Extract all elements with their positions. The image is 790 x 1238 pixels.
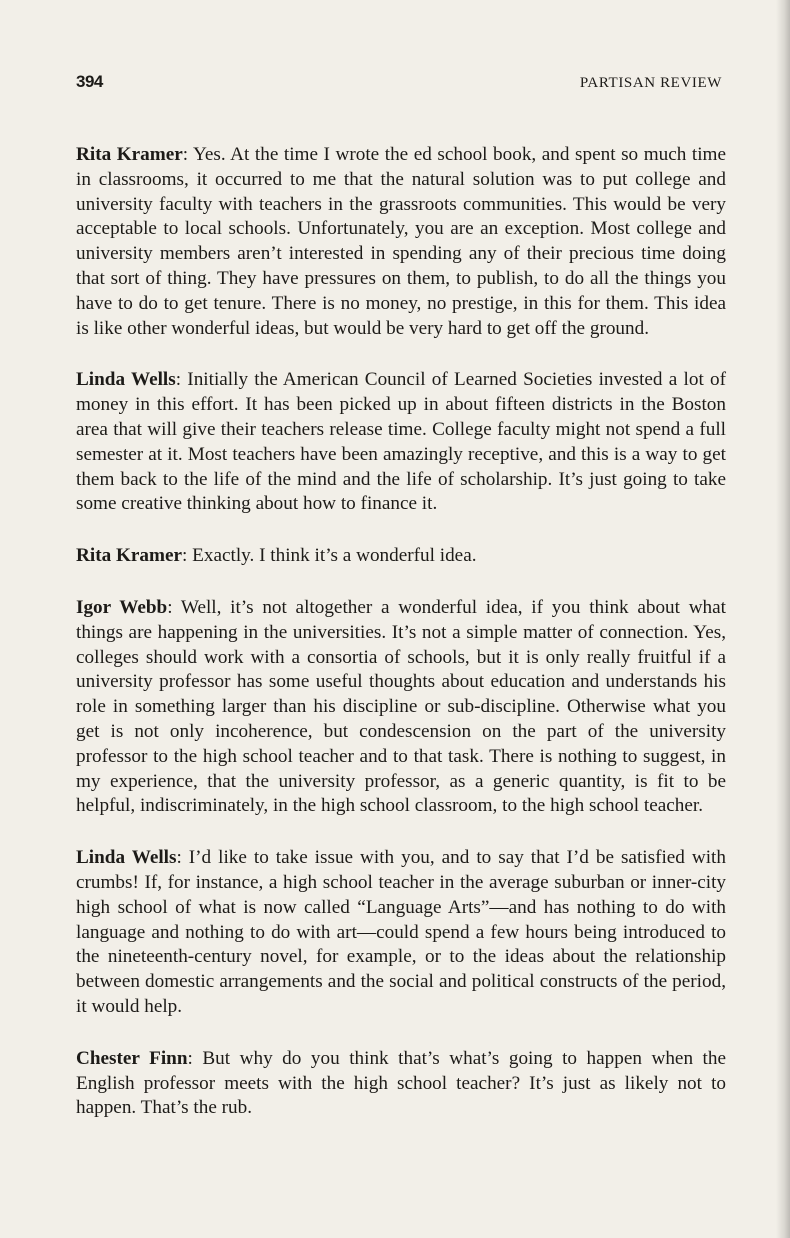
paragraph <box>76 596 726 819</box>
paragraph <box>76 544 726 569</box>
speaker-name: Rita Kramer <box>76 545 183 567</box>
running-head: PARTISAN REVIEW <box>579 75 722 91</box>
speaker-name: Linda Wells <box>76 369 176 391</box>
paragraph <box>76 1047 726 1121</box>
page-number: 394 <box>76 72 103 91</box>
paragraph-text: : Initially the American Council of Learned Societies invested a lot of money in this effort. It has been picked up in about fifteen districts in the Boston area that will give their teachers release time. College faculty might not spend a full semester at it. Most teachers have been amazingly receptive, and this is a way to get them back to the life of the mind and the life of scholarship. It’s just going to take some creative thinking about how to finance it. <box>76 369 726 515</box>
paragraph-text: : Exactly. I think it’s a wonderful idea. <box>182 545 477 567</box>
speaker-name: Linda Wells <box>76 847 177 869</box>
paragraph <box>76 143 726 341</box>
speaker-name: Chester Finn <box>76 1047 188 1069</box>
paragraph <box>76 846 726 1020</box>
speaker-name: Igor Webb <box>76 596 168 618</box>
paragraph-text: : But why do you think that’s what’s going to happen when the English professor meets with the high school teacher? It’s just as likely not to happen. That’s the rub. <box>76 1047 727 1119</box>
paragraph-text: : I’d like to take issue with you, and to say that I’d be satisfied with crumbs! If, for instance, a high school teacher in the average suburban or inner-city high school of what is now called “Language Arts”—and has nothing to do with language and nothing to do with art—could spend a few hours being introduced to the nineteenth-century novel, for example, or to the ideas about the relationship between domestic arrangements and the social and political constructs of the period, it would help. <box>76 847 726 1017</box>
paragraph <box>76 368 726 517</box>
paragraph-text: : Well, it’s not altogether a wonderful idea, if you think about what things are happening in the universities. It’s not a simple matter of connection. Yes, colleges should work with a consortia of schools, but it is only really fruitful if a university professor has some useful thoughts about education and understands his role in something larger than his discipline or sub-discipline. Otherwise what you get is not only incoherence, but condescension on the part of the university professor to the high school teacher and to that task. There is nothing to suggest, in my experience, that the university professor, as a generic quantity, is fit to be helpful, indiscriminately, in the high school classroom, to the high school teacher. <box>76 596 726 817</box>
page-edge-shadow <box>776 0 790 1238</box>
page-body <box>76 143 726 1148</box>
paragraph-text: : Yes. At the time I wrote the ed school book, and spent so much time in classrooms, it occurred to me that the natural solution was to put college and university faculty with teachers in the grassroots communities. This would be very acceptable to local schools. Unfortunately, you are an exception. Most college and university members aren’t interested in spending any of their precious time doing that sort of thing. They have pressures on them, to publish, to do all the things you have to do to get tenure. There is no money, no prestige, in this for them. This idea is like other wonderful ideas, but would be very hard to get off the ground. <box>76 144 726 339</box>
page-header <box>76 72 722 92</box>
speaker-name: Rita Kramer <box>76 144 183 165</box>
